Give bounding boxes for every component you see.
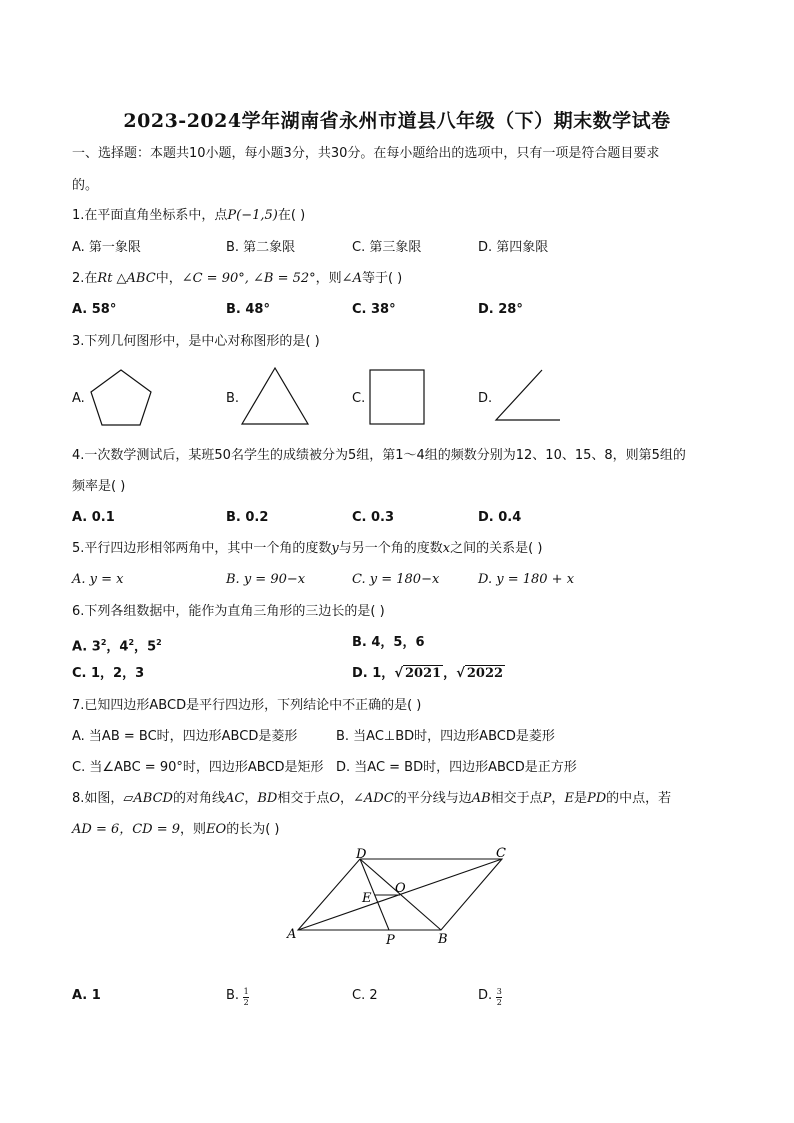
q5-option-a: A. y = x <box>72 572 124 587</box>
triangle-figure <box>240 366 310 428</box>
q4-option-c: C. 0.3 <box>352 510 395 525</box>
sqrt-sign-icon: √ <box>394 666 403 681</box>
q2-option-c: C. 38° <box>352 302 396 317</box>
q8-math-bd: BD <box>257 791 278 806</box>
q1-point-math: P(−1,5) <box>227 208 278 223</box>
q6-stem: 6.下列各组数据中，能作为直角三角形的三边长的是( ) <box>72 604 385 619</box>
q8-stem-line2 <box>72 821 280 839</box>
q6-d-radicand2: 2022 <box>466 666 504 681</box>
q4-option-b: B. 0.2 <box>226 510 269 525</box>
q8-math-e: E <box>564 791 574 806</box>
q2-stem-end: 等于( ) <box>361 271 403 286</box>
q8-text-j: 的中点，若 <box>606 791 672 806</box>
q8-math-eo: EO <box>206 822 227 837</box>
q1-stem-text: 1.在平面直角坐标系中，点 <box>72 208 228 223</box>
q4-option-a: A. 0.1 <box>72 510 115 525</box>
q8-option-b-label: B. <box>226 988 240 1003</box>
q8-b-numerator: 1 <box>243 987 249 996</box>
section1-instruction-line1: 一、选择题：本题共10小题，每小题3分，共30分。在每小题给出的选项中，只有一项是符合题目要求 <box>72 146 660 161</box>
q6-a-base1: 3 <box>91 639 101 655</box>
q2-option-b: B. 48° <box>226 302 270 317</box>
q8-text-f: 的平分线与边 <box>393 791 472 806</box>
q7-option-d: D. 当AC = BD时，四边形ABCD是正方形 <box>336 760 577 775</box>
q2-triangle-math: Rt △ABC <box>97 271 156 286</box>
q8-math-pd: PD <box>586 791 607 806</box>
q1-option-c: C. 第三象限 <box>352 240 422 255</box>
q4-option-d: D. 0.4 <box>478 510 522 525</box>
q8-math-lengths: AD = 6，CD = 9 <box>72 822 181 837</box>
q5-var-y: y <box>331 541 339 556</box>
q5-stem-text: 5.平行四边形相邻两角中，其中一个角的度数 <box>72 541 332 556</box>
q8-stem-line1 <box>72 790 671 808</box>
q5-option-c: C. y = 180−x <box>352 572 440 587</box>
q6-option-d-label: D. 1， <box>352 666 395 681</box>
q5-stem <box>72 540 542 558</box>
q5-option-d: D. y = 180 + x <box>478 572 575 587</box>
q5-stem-text2: 与另一个角的度数 <box>338 541 443 556</box>
q6-a-sep1: ， <box>106 639 120 655</box>
q2-option-d: D. 28° <box>478 302 523 317</box>
q2-stem-text2: 中， <box>155 271 182 286</box>
q4-stem-line2: 频率是( ) <box>72 479 126 494</box>
label-c: C <box>496 846 506 861</box>
q1-option-d: D. 第四象限 <box>478 240 549 255</box>
q6-option-c: C. 1，2，3 <box>72 666 145 681</box>
q7-stem: 7.已知四边形ABCD是平行四边形，下列结论中不正确的是( ) <box>72 698 422 713</box>
q6-a-base2: 4 <box>119 639 129 655</box>
q2-stem <box>72 270 402 288</box>
q8-text-g: 相交于点 <box>490 791 543 806</box>
q8-math-o: O <box>329 791 341 806</box>
angle-figure <box>492 368 564 424</box>
label-e: E <box>362 891 372 906</box>
q8-text-end: 的长为( ) <box>226 822 280 837</box>
label-d: D <box>356 847 367 862</box>
q6-a-base3: 5 <box>147 639 157 655</box>
q8-math-ab: AB <box>471 791 491 806</box>
q8-option-a: A. 1 <box>72 988 101 1003</box>
q8-option-d <box>478 987 502 1007</box>
q8-text-k: ，则 <box>180 822 207 837</box>
q5-var-x: x <box>442 541 451 556</box>
q1-option-b: B. 第二象限 <box>226 240 296 255</box>
q3-stem: 3.下列几何图形中，是中心对称图形的是( ) <box>72 334 320 349</box>
q4-stem-line1: 4.一次数学测试后，某班50名学生的成绩被分为5组，第1～4组的频数分别为12、10、15、8，则第5组的 <box>72 448 686 463</box>
q8-math-p: P <box>542 791 552 806</box>
q8-text-e: ， <box>340 791 354 806</box>
q6-a-exp3: 2 <box>156 638 162 647</box>
q6-option-d <box>352 665 505 683</box>
q8-math-ac: AC <box>224 791 245 806</box>
q8-b-denominator: 2 <box>243 998 249 1007</box>
q6-a-exp1: 2 <box>100 638 107 647</box>
q8-text-h: ， <box>551 791 565 806</box>
q2-option-a: A. 58° <box>72 302 117 317</box>
q3-option-b: B. <box>226 391 240 406</box>
q8-text-d: 相交于点 <box>277 791 330 806</box>
q1-stem <box>72 207 305 225</box>
q8-option-b-fraction <box>243 988 249 1007</box>
q8-d-numerator: 3 <box>496 987 502 996</box>
q8-option-c: C. 2 <box>352 988 378 1003</box>
q8-option-d-fraction <box>496 988 502 1007</box>
q2-angles-math: ∠C = 90°, ∠B = 52° <box>181 271 316 286</box>
q2-stem-text: 2.在 <box>72 271 98 286</box>
q6-d-radicand1: 2021 <box>404 666 442 681</box>
q8-text-b: 的对角线 <box>172 791 225 806</box>
q3-option-c: C. <box>352 391 366 406</box>
section1-instruction-line2: 的。 <box>72 178 99 193</box>
q8-text-i: 是 <box>573 791 587 806</box>
q8-text-c: ， <box>244 791 258 806</box>
pentagon-figure <box>88 368 154 428</box>
exam-title: 2023-2024学年湖南省永州市道县八年级（下）期末数学试卷 <box>123 110 671 132</box>
q7-option-c: C. 当∠ABC = 90°时，四边形ABCD是矩形 <box>72 760 324 775</box>
q6-d-sep: ， <box>443 666 457 681</box>
q3-option-a: A. <box>72 391 85 406</box>
sqrt-sign-icon: √ <box>456 666 465 681</box>
q6-option-b: B. 4，5，6 <box>352 635 425 650</box>
q1-stem-end: 在( ) <box>277 208 306 223</box>
label-p: P <box>386 933 395 948</box>
q6-option-a <box>72 634 162 656</box>
q7-option-b: B. 当AC⊥BD时，四边形ABCD是菱形 <box>336 729 555 744</box>
q6-option-a-label: A. <box>72 639 88 655</box>
q3-option-d: D. <box>478 391 493 406</box>
label-o: O <box>395 881 406 896</box>
q6-a-exp2: 2 <box>128 638 135 647</box>
q8-text-a: 8.如图， <box>72 791 124 806</box>
q5-stem-end: 之间的关系是( ) <box>450 541 543 556</box>
q2-stem-text3: ，则 <box>315 271 342 286</box>
q8-option-b <box>226 987 249 1007</box>
square-figure <box>368 368 426 426</box>
q6-a-sep2: ， <box>134 639 148 655</box>
q8-d-denominator: 2 <box>496 998 502 1007</box>
label-a: A <box>287 927 297 942</box>
q8-math-parallelogram: ▱ABCD <box>123 791 173 806</box>
q8-math-angle-adc: ∠ADC <box>353 791 394 806</box>
label-b: B <box>438 932 448 947</box>
q5-option-b: B. y = 90−x <box>226 572 306 587</box>
q1-option-a: A. 第一象限 <box>72 240 141 255</box>
q8-parallelogram-figure <box>280 842 520 952</box>
q7-option-a: A. 当AB = BC时，四边形ABCD是菱形 <box>72 729 298 744</box>
q2-angle-a-math: ∠A <box>341 271 362 286</box>
q8-option-d-label: D. <box>478 988 493 1003</box>
